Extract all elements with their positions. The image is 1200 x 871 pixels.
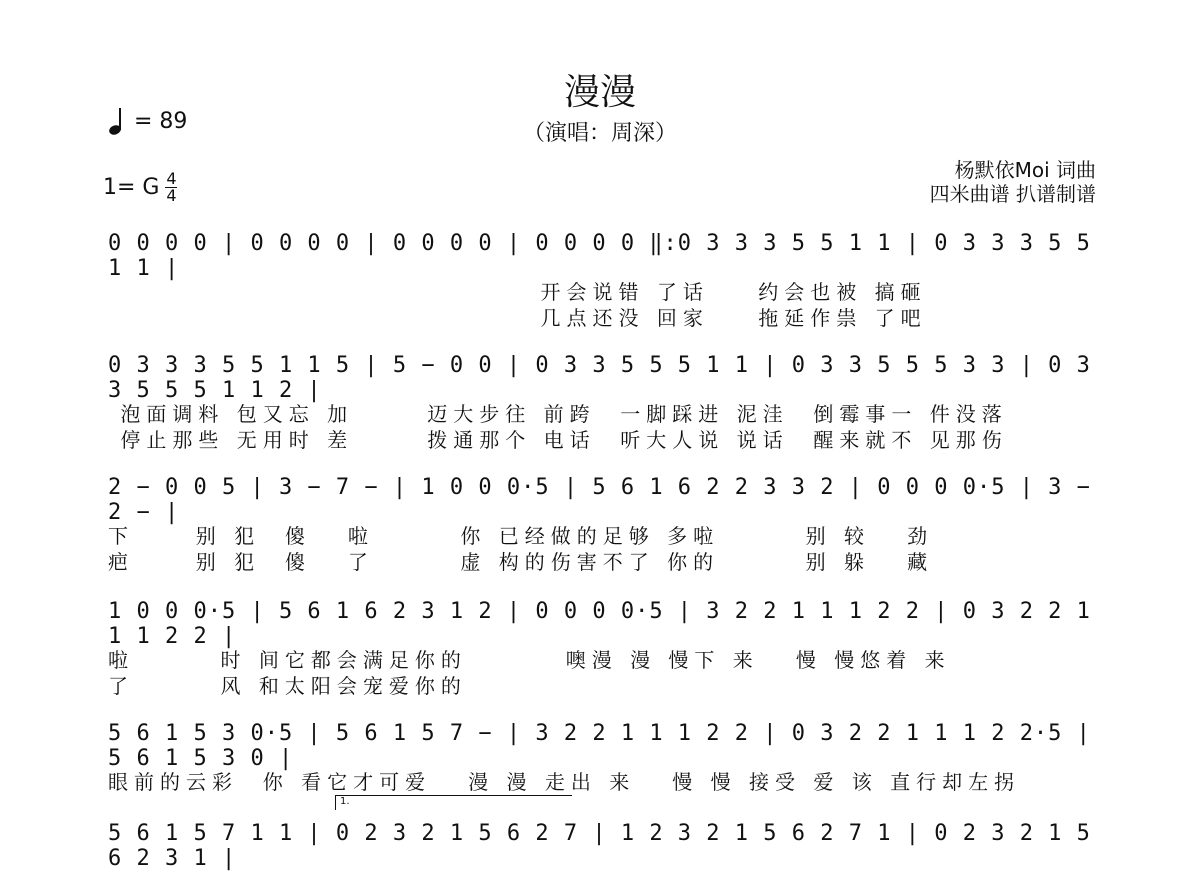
staff-row-4 xyxy=(108,599,1098,698)
performer-subtitle: （演唱：周深） xyxy=(522,121,677,146)
lyric-line: 眼前的云彩 你 看它才可爱 漫 漫 走出 来 慢 慢 接受 爱 该 直行却左拐 xyxy=(108,770,1021,794)
tempo-marking xyxy=(108,106,187,136)
lyric-line: 啦 时 间它都会满足你的 噢漫 漫 慢下 来 慢 慢悠着 来 xyxy=(108,648,951,672)
staff-row-2 xyxy=(108,353,1098,452)
notation-line: 5 6 1 5 3 0·5 | 5 6 1 5 7 − | 3 2 2 1 1 1 2 2 | 0 3 2 2 1 1 1 2 2·5 | 5 6 1 5 3 0 | xyxy=(108,721,1091,771)
volta-label: 1. xyxy=(340,796,350,807)
song-title: 漫漫 xyxy=(563,72,636,113)
time-sig-bottom: 4 xyxy=(166,186,177,205)
lyricist-composer-credit: 杨默依Moi 词曲 xyxy=(954,158,1096,182)
lyric-line: 泡面调料 包又忘 加 迈大步往 前跨 一脚踩进 泥洼 倒霉事一 件没落 xyxy=(108,402,1008,426)
lyric-line: 几点还没 回家 拖延作祟 了吧 xyxy=(108,306,927,330)
transcriber-credit: 四米曲谱 扒谱制谱 xyxy=(929,182,1096,206)
staff-row-5 xyxy=(108,721,1098,794)
key-signature xyxy=(103,169,177,205)
lyric-line: 疤 别 犯 傻 了 虚 构的伤害不了 你的 别 躲 藏 xyxy=(108,550,934,574)
notation-line: 2 − 0 0 5 | 3 − 7 − | 1 0 0 0·5 | 5 6 1 6 2 2 3 3 2 | 0 0 0 0·5 | 3 − 2 − | xyxy=(108,475,1091,525)
volta-bracket xyxy=(335,795,572,810)
time-signature xyxy=(165,169,177,205)
notation-line: 0 3 3 3 5 5 1 1 5 | 5 − 0 0 | 0 3 3 5 5 5 1 1 | 0 3 3 5 5 5 3 3 | 0 3 3 5 5 5 1 1 2 | xyxy=(108,353,1091,403)
lyric-line: 开会说错 了话 约会也被 搞砸 xyxy=(108,280,927,304)
time-sig-top: 4 xyxy=(166,169,177,188)
staff-row-6 xyxy=(108,821,1098,871)
tempo-value: = 89 xyxy=(134,108,188,134)
lyric-line: 下 别 犯 傻 啦 你 已经做的足够 多啦 别 较 劲 xyxy=(108,524,934,548)
staff-row-1 xyxy=(108,231,1098,330)
notation-line: 1 0 0 0·5 | 5 6 1 6 2 3 1 2 | 0 0 0 0·5 | 3 2 2 1 1 1 2 2 | 0 3 2 2 1 1 1 2 2 | xyxy=(108,599,1091,649)
notation-line: 5 6 1 5 7 1 1 | 0 2 3 2 1 5 6 2 7 | 1 2 3 2 1 5 6 2 7 1 | 0 2 3 2 1 5 6 2 3 1 | xyxy=(108,821,1091,871)
lyric-line: 停止那些 无用时 差 拨通那个 电话 听大人说 说话 醒来就不 见那伤 xyxy=(108,428,1008,452)
key-label: 1= G xyxy=(103,175,160,200)
lyric-line: 了 风 和太阳会宠爱你的 xyxy=(108,674,467,698)
notation-line: 0 0 0 0 | 0 0 0 0 | 0 0 0 0 | 0 0 0 0 ‖:0 3 3 3 5 5 1 1 | 0 3 3 3 5 5 1 1 | xyxy=(108,231,1091,281)
quarter-note-icon xyxy=(108,106,124,136)
staff-row-3 xyxy=(108,475,1098,574)
